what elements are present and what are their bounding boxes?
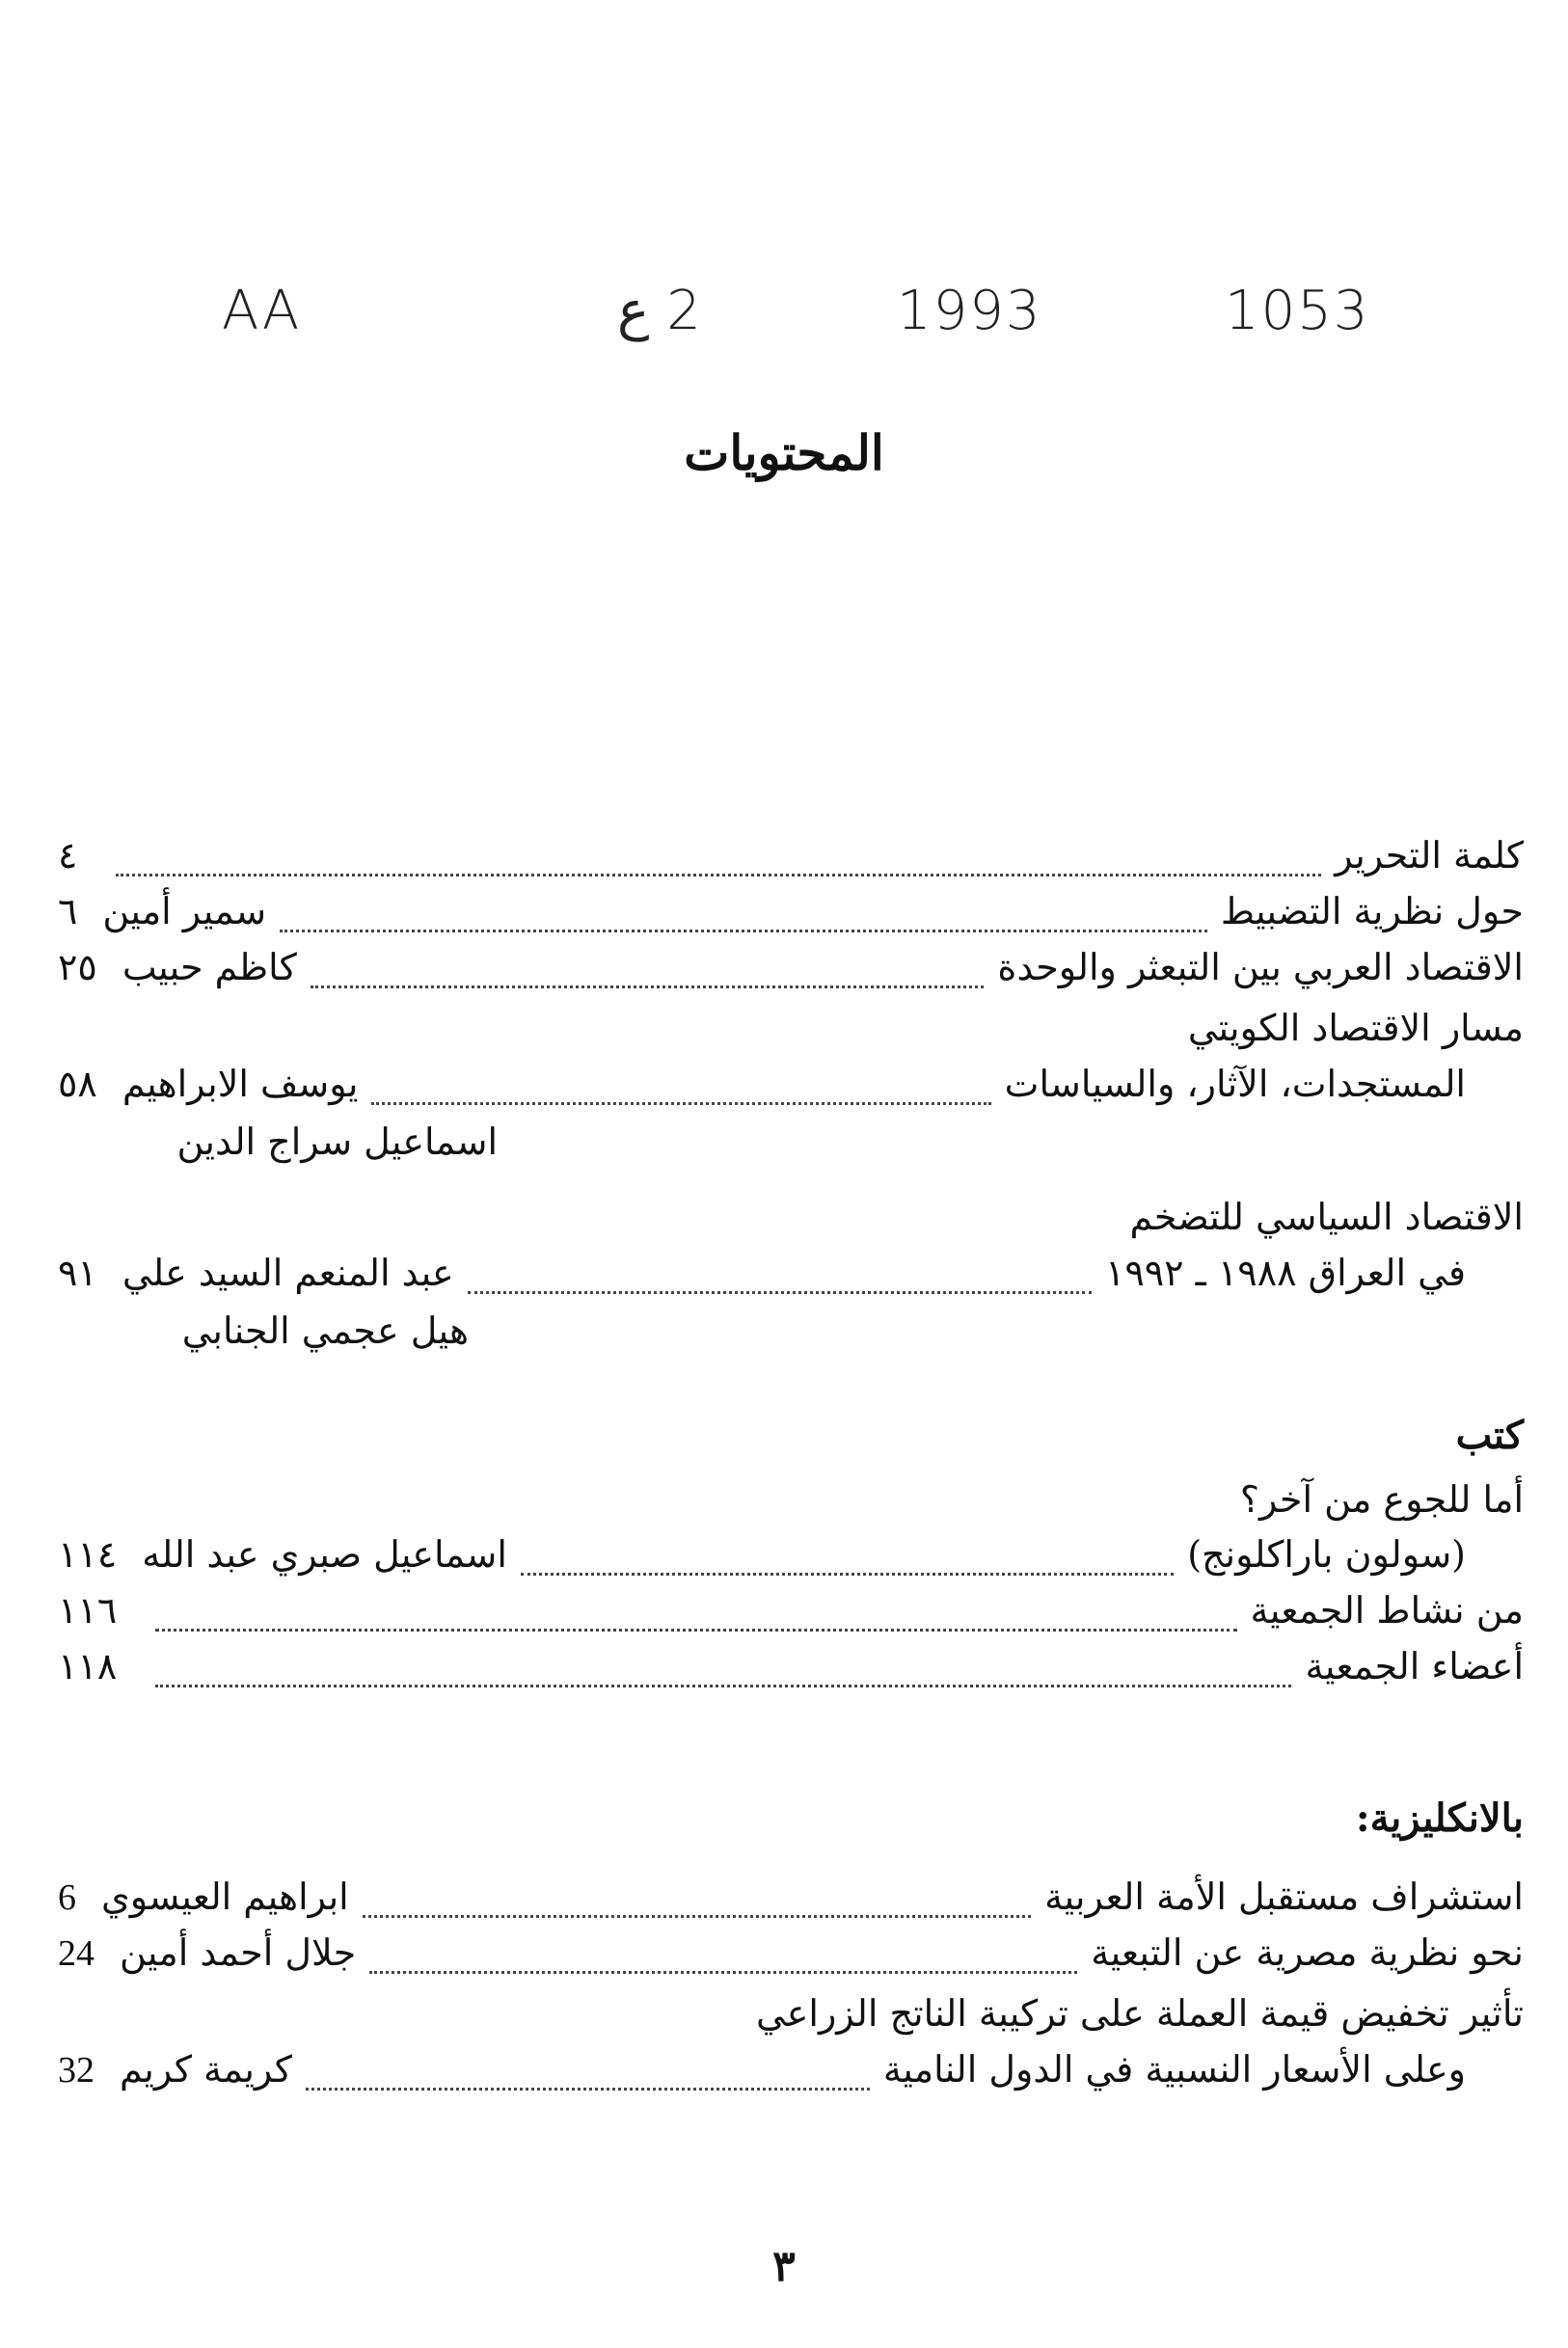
entry-page: ١١٤ — [58, 1533, 118, 1576]
entry-title: المستجدات، الآثار، والسياسات — [1004, 1063, 1466, 1105]
dot-leader — [280, 930, 1207, 932]
entry-title: أعضاء الجمعية — [1305, 1645, 1524, 1687]
entry-title: نحو نظرية مصرية عن التبعية — [1091, 1931, 1524, 1974]
entry-4-title-line1: مسار الاقتصاد الكويتي — [1187, 1007, 1524, 1049]
entry-page: ٦ — [58, 890, 78, 932]
toc-entry-3 — [58, 946, 1524, 1000]
handwritten-note-2: 2 ع — [617, 280, 701, 342]
entry-author: كاظم حبيب — [122, 946, 297, 988]
entry-title: استشراف مستقبل الأمة العربية — [1044, 1876, 1524, 1918]
entry-title: وعلى الأسعار النسبية في الدول النامية — [882, 2048, 1466, 2091]
entry-author: اسماعيل صبري عبد الله — [142, 1533, 507, 1576]
book-entry-2 — [58, 1589, 1524, 1643]
entry-author: كريمة كريم — [120, 2048, 292, 2091]
toc-entry-1 — [58, 834, 1524, 888]
entry-page: ٩١ — [58, 1252, 97, 1294]
entry-author: سمير أمين — [102, 890, 267, 932]
entry-page: ٢٥ — [58, 946, 97, 988]
dot-leader — [363, 1915, 1031, 1918]
entry-4-author2: اسماعيل سراج الدين — [176, 1120, 498, 1163]
entry-page: 32 — [58, 2050, 95, 2091]
page-title: المحتويات — [684, 424, 884, 481]
entry-title: حول نظرية التضبيط — [1220, 890, 1524, 932]
entry-page: ٤ — [58, 834, 78, 877]
entry-title: الاقتصاد العربي بين التبعثر والوحدة — [997, 946, 1524, 988]
entry-author: يوسف الابراهيم — [122, 1063, 359, 1105]
handwritten-note-4: 1053 — [1225, 280, 1370, 342]
dot-leader — [155, 1685, 1291, 1687]
english-entry-3 — [58, 2048, 1466, 2102]
entry-page: 6 — [58, 1877, 76, 1918]
handwritten-note-1: AA — [222, 280, 302, 342]
page-number: ٣ — [772, 2242, 796, 2291]
dot-leader — [311, 985, 985, 988]
dot-leader — [468, 1291, 1092, 1294]
toc-entry-5 — [58, 1252, 1466, 1306]
entry-author: ابراهيم العيسوي — [101, 1876, 349, 1918]
english-entry-3-title-line1: تأثير تخفيض قيمة العملة على تركيبة الناتج الزراعي — [756, 1992, 1524, 2035]
dot-leader — [116, 874, 1321, 877]
book-1-title-line1: أما للجوع من آخر؟ — [1239, 1478, 1524, 1521]
entry-page: 24 — [58, 1933, 95, 1974]
entry-title: من نشاط الجمعية — [1250, 1589, 1524, 1632]
entry-author: جلال أحمد أمين — [120, 1931, 357, 1974]
dot-leader — [371, 1102, 990, 1105]
book-entry-1 — [58, 1533, 1466, 1587]
books-heading: كتب — [1455, 1413, 1524, 1458]
book-entry-3 — [58, 1645, 1524, 1699]
handwritten-note-3: 1993 — [897, 280, 1042, 342]
dot-leader — [155, 1629, 1236, 1632]
dot-leader — [306, 2088, 870, 2091]
entry-page: ١١٨ — [58, 1645, 118, 1687]
entry-title: في العراق ١٩٨٨ ـ ١٩٩٢ — [1104, 1252, 1466, 1294]
dot-leader — [369, 1971, 1077, 1974]
dot-leader — [521, 1573, 1174, 1576]
toc-entry-4 — [58, 1063, 1466, 1117]
entry-title: (سولون باراكلونج) — [1187, 1533, 1466, 1576]
english-heading: بالانكليزية: — [1355, 1795, 1524, 1841]
english-entry-2 — [58, 1931, 1524, 1985]
entry-5-author2: هيل عجمي الجنابي — [181, 1309, 469, 1352]
entry-page: ١١٦ — [58, 1589, 118, 1632]
entry-5-title-line1: الاقتصاد السياسي للتضخم — [1129, 1196, 1524, 1238]
entry-title: كلمة التحرير — [1335, 834, 1524, 877]
toc-entry-2 — [58, 890, 1524, 944]
english-entry-1 — [58, 1876, 1524, 1930]
entry-page: ٥٨ — [58, 1063, 97, 1105]
entry-author: عبد المنعم السيد علي — [122, 1252, 454, 1294]
